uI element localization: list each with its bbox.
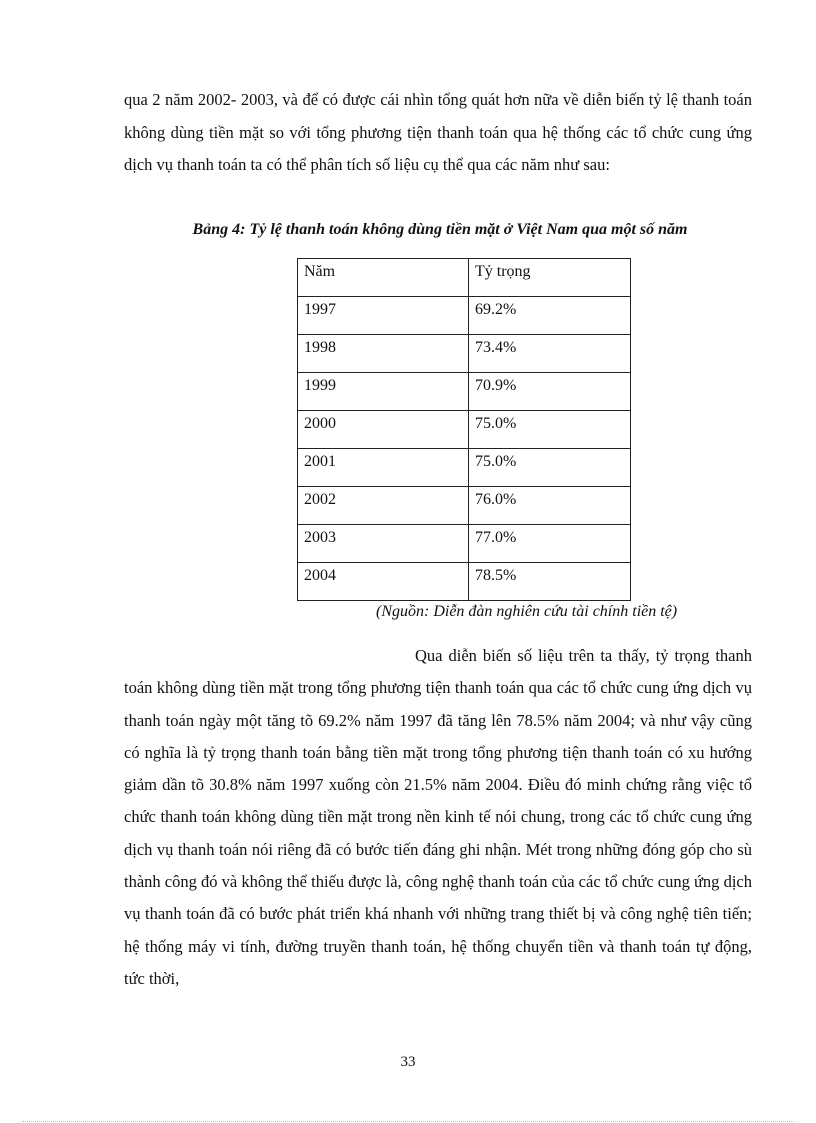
table-row bbox=[298, 487, 631, 525]
page-bottom-divider bbox=[22, 1121, 794, 1122]
cell-year: 2000 bbox=[298, 411, 469, 449]
cell-year: 1998 bbox=[298, 335, 469, 373]
source-note: (Nguồn: Diễn đàn nghiên cứu tài chính tiền tệ) bbox=[376, 603, 678, 620]
table-caption: Bảng 4: Tỷ lệ thanh toán không dùng tiền mặt ở Việt Nam qua một số năm bbox=[192, 221, 688, 238]
cell-year: 1999 bbox=[298, 373, 469, 411]
table-row bbox=[298, 449, 631, 487]
table-row bbox=[298, 525, 631, 563]
cell-year: 1997 bbox=[298, 297, 469, 335]
cell-ratio: 78.5% bbox=[469, 563, 631, 601]
header-ratio: Tỷ trọng bbox=[469, 259, 631, 297]
table-row bbox=[298, 563, 631, 601]
page-number: 33 bbox=[400, 1054, 416, 1070]
table-header-row bbox=[298, 259, 631, 297]
intro-paragraph: qua 2 năm 2002- 2003, và để có được cái nhìn tổng quát hơn nữa về diễn biến tỷ lệ thanh toán không dùng tiền mặt so với tổng phương tiện thanh toán qua hệ thống các tổ chức cung ứng dịch vụ thanh toán ta có thể phân tích số liệu cụ thể qua các năm như sau: bbox=[124, 90, 752, 174]
cell-year: 2004 bbox=[298, 563, 469, 601]
cell-ratio: 76.0% bbox=[469, 487, 631, 525]
cell-ratio: 70.9% bbox=[469, 373, 631, 411]
cell-ratio: 75.0% bbox=[469, 411, 631, 449]
cell-year: 2003 bbox=[298, 525, 469, 563]
table-row bbox=[298, 373, 631, 411]
cell-ratio: 77.0% bbox=[469, 525, 631, 563]
cell-ratio: 73.4% bbox=[469, 335, 631, 373]
payment-ratio-table bbox=[297, 258, 631, 601]
header-year: Năm bbox=[298, 259, 469, 297]
table-row bbox=[298, 335, 631, 373]
cell-year: 2002 bbox=[298, 487, 469, 525]
cell-ratio: 75.0% bbox=[469, 449, 631, 487]
table-row bbox=[298, 411, 631, 449]
cell-year: 2001 bbox=[298, 449, 469, 487]
cell-ratio: 69.2% bbox=[469, 297, 631, 335]
analysis-paragraph: Qua diễn biến số liệu trên ta thấy, tỷ trọng thanh toán không dùng tiền mặt trong tổng phương tiện thanh toán qua các tổ chức cung ứng dịch vụ thanh toán ngày một tăng tõ 69.2% năm 1997 đã tăng lên 78.5% năm 2004; và như vậy cũng có nghĩa là tỷ trọng thanh toán bằng tiền mặt trong tổng phương tiện thanh toán có xu hướng giảm dần tõ 30.8% năm 1997 xuống còn 21.5% năm 2004. Điều đó minh chứng rằng việc tổ chức thanh toán không dùng tiền mặt trong nền kinh tế nói chung, trong các tổ chức cung ứng dịch vụ thanh toán nói riêng đã có bước tiến đáng ghi nhận. Mét trong những đóng góp cho sù thành công đó và không thể thiếu được là, công nghệ thanh toán của các tổ chức cung ứng dịch vụ thanh toán đã có bước phát triển khá nhanh với những trang thiết bị và công nghệ tiên tiến; hệ thống máy vi tính, đường truyền thanh toán, hệ thống chuyển tiền và thanh toán tự động, tức thời, bbox=[124, 646, 752, 988]
table-row bbox=[298, 297, 631, 335]
